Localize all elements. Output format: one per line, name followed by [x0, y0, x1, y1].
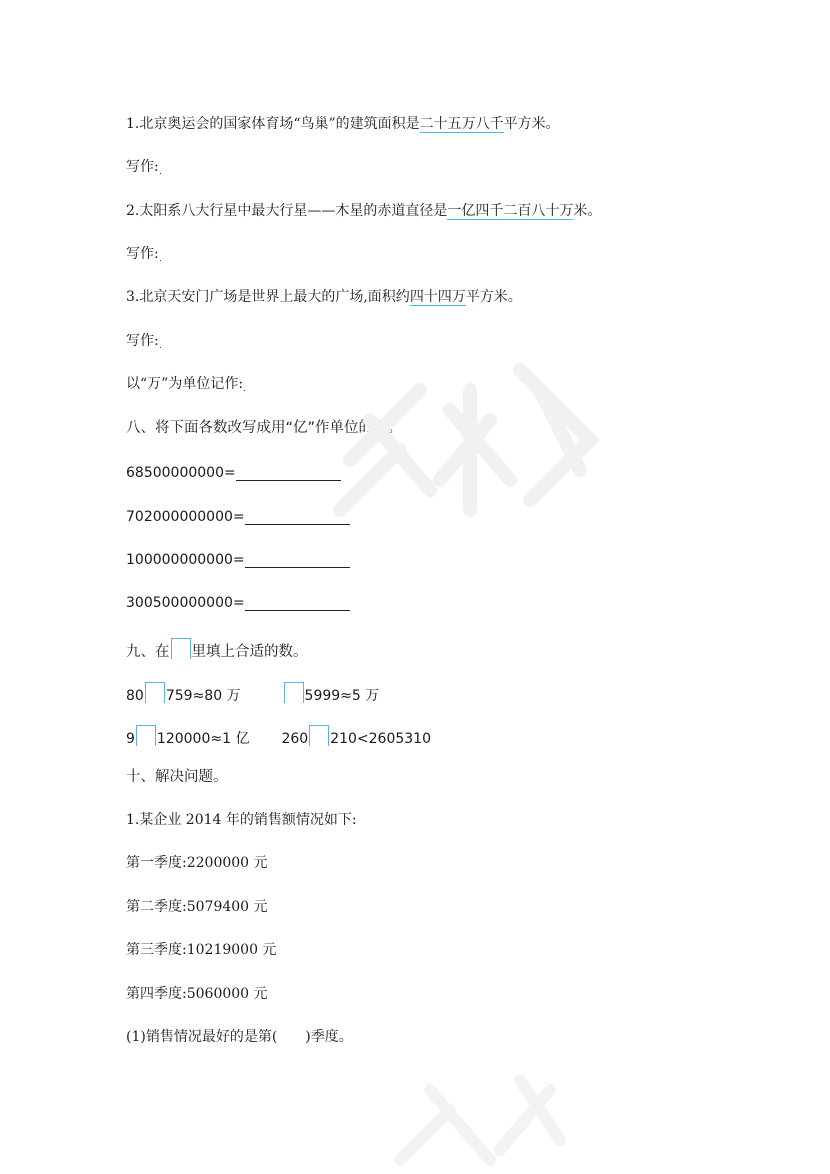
- write-row-2: [126, 245, 161, 263]
- q7-1-suffix: 平方米。: [503, 116, 560, 132]
- section-8-row-4: [126, 594, 350, 612]
- quarter-2: 第二季度:5079400 元: [126, 899, 268, 915]
- section-9-row-2: [126, 725, 431, 748]
- r1a-post: 759≈80 万: [165, 688, 241, 704]
- section-9-title: [126, 638, 308, 661]
- section-10-intro: 1.某企业 2014 年的销售额情况如下:: [126, 812, 357, 828]
- write-label: 写作:: [126, 333, 159, 349]
- section-8-row-2: [126, 508, 350, 526]
- q7-3-underlined: 四十四万: [409, 289, 466, 305]
- fill-box-3[interactable]: [136, 725, 156, 746]
- answer-blank-3[interactable]: [160, 333, 161, 348]
- section-10-title: 十、解决问题。: [126, 769, 228, 785]
- write-row-3: [126, 332, 161, 350]
- watermark-logo-icon: [380, 1040, 580, 1174]
- fill-box-2[interactable]: [284, 682, 304, 703]
- q7-3-suffix: 平方米。: [465, 289, 522, 305]
- r2a-post: 120000≈1 亿: [156, 731, 250, 747]
- question-7-1: [126, 115, 560, 133]
- answer-line[interactable]: [245, 509, 350, 525]
- section-10-q1: [126, 1028, 353, 1046]
- r2b-post: 210<2605310: [330, 731, 431, 747]
- q7-1-underlined: 二十五万八千: [419, 116, 504, 132]
- q1-post: )季度。: [305, 1029, 353, 1045]
- quarter-1: 第一季度:2200000 元: [126, 855, 268, 871]
- example-box: [171, 638, 191, 659]
- r1a-pre: 80: [126, 688, 144, 704]
- wan-label: 以“万”为单位记作:: [126, 376, 244, 392]
- number-text: 100000000000=: [126, 552, 245, 568]
- write-label: 写作:: [126, 246, 159, 262]
- answer-blank-4[interactable]: [244, 376, 245, 391]
- fill-box-1[interactable]: [145, 682, 165, 703]
- r2a-pre: 9: [126, 731, 135, 747]
- q7-2-underlined: 一亿四千二百八十万: [447, 203, 574, 219]
- q7-2-suffix: 米。: [573, 203, 602, 219]
- q7-3-prefix: 3.北京天安门广场是世界上最大的广场,面积约: [126, 289, 410, 305]
- answer-line[interactable]: [236, 465, 341, 481]
- r1b-post: 5999≈5 万: [304, 688, 380, 704]
- s9-title-a: 九、在: [126, 644, 170, 660]
- question-7-2: [126, 202, 601, 220]
- section-9-row-1: [126, 682, 379, 705]
- quarter-4: 第四季度:5060000 元: [126, 986, 268, 1002]
- question-7-3: [126, 288, 522, 306]
- answer-blank-1[interactable]: [160, 159, 161, 174]
- section-8-title: 八、将下面各数改写成用“亿”作单位的数。: [126, 420, 403, 436]
- q7-1-prefix: 1.北京奥运会的国家体育场“鸟巢”的建筑面积是: [126, 116, 420, 132]
- section-8-row-3: [126, 551, 350, 569]
- watermark-logo-icon: [330, 330, 610, 550]
- quarter-3: 第三季度:10219000 元: [126, 942, 277, 958]
- write-label: 写作:: [126, 159, 159, 175]
- fill-box-4[interactable]: [309, 725, 329, 746]
- answer-line[interactable]: [245, 552, 350, 568]
- answer-blank-2[interactable]: [160, 246, 161, 261]
- q7-2-prefix: 2.太阳系八大行星中最大行星——木星的赤道直径是: [126, 203, 448, 219]
- section-8-row-1: [126, 464, 341, 482]
- r2b-pre: 260: [281, 731, 309, 747]
- wan-row: [126, 375, 245, 393]
- number-text: 702000000000=: [126, 509, 245, 525]
- answer-line[interactable]: [245, 595, 350, 611]
- number-text: 300500000000=: [126, 595, 245, 611]
- write-row-1: [126, 158, 161, 176]
- s9-title-b: 里填上合适的数。: [191, 644, 308, 660]
- q1-pre: (1)销售情况最好的是第(: [126, 1029, 278, 1045]
- number-text: 68500000000=: [126, 465, 236, 481]
